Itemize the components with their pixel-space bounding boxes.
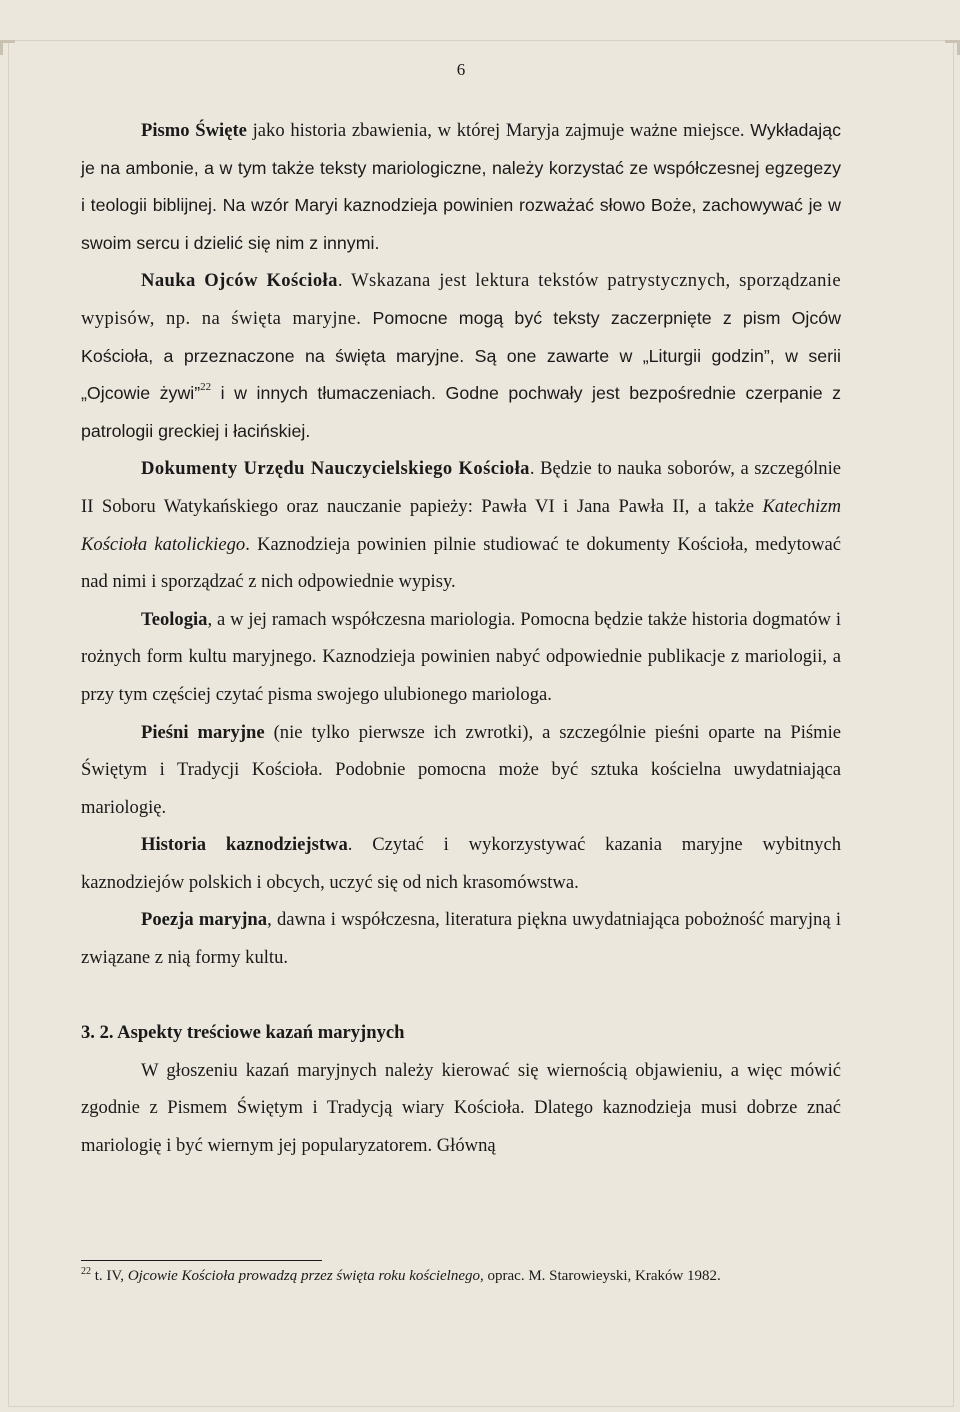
- term-poezja: Poezja maryjna: [141, 909, 268, 931]
- paragraph-teologia: Teologia, a w jej ramach współczesna mariologia. Pomocna będzie także historia dogmatów i rożnych form kultu maryjnego. Kaznodzieja powinien nabyć odpowiednie publikacje z mariologii, a przy tym częściej czytać pisma swojego ulubionego mariologa.: [81, 608, 841, 705]
- term-pismo: Pismo Święte: [141, 120, 247, 141]
- section-heading: 3. 2. Aspekty treściowe kazań maryjnych: [81, 1022, 405, 1044]
- corner-mark-left: [0, 40, 15, 55]
- footnote-title: Ojcowie Kościoła prowadzą przez święta roku kościelnego: [127, 1268, 481, 1284]
- paragraph-poezja: Poezja maryjna, dawna i współczesna, literatura piękna uwydatniająca pobożność maryjną i związane z nią formy kultu.: [81, 909, 841, 969]
- footnote-number: 22: [81, 1266, 91, 1277]
- paragraph-dokumenty: Dokumenty Urzędu Nauczycielskiego Kościoła. Będzie to nauka soborów, a szczególnie II Soboru Watykańskiego oraz nauczanie papieży: Pawła VI i Jana Pawła II, a także Katechizm Kościoła katolickiego. Kaznodzieja powinien pilnie studiować te dokumenty Kościoła, medytować nad nimi i sporządzać z nich odpowiednie wypisy.: [81, 458, 842, 593]
- katechizm-title: Katechizm Kościoła katolickiego: [81, 495, 841, 555]
- term-historia: Historia kaznodziejstwa: [141, 834, 348, 856]
- term-teologia: Teologia: [141, 608, 208, 630]
- paragraph-pismo: Pismo Święte jako historia zbawienia, w której Maryja zajmuje ważne miejsce. Wykładając je na ambonie, a w tym także teksty mariologiczne, należy korzystać ze współczesnej egzegezy i teologii biblijnej. Na wzór Maryi kaznodzieja powinien rozważać słowo Boże, zachowywać je w swoim sercu i dzielić się nim z innymi.: [81, 120, 841, 253]
- corner-mark-right: [945, 40, 960, 55]
- document-body: [81, 112, 841, 1165]
- paragraph-piesni: Pieśni maryjne (nie tylko pierwsze ich zwrotki), a szczególnie pieśni oparte na Piśmie Świętym i Tradycji Kościoła. Podobnie pomocna może być sztuka kościelna uwydatniająca mariologię.: [81, 721, 841, 818]
- paragraph-aspekty: W głoszeniu kazań maryjnych należy kierować się wiernością objawieniu, a więc mówić zgodnie z Pismem Świętym i Tradycją wiary Kościoła. Dlatego kaznodzieja musi dobrze znać mariologię i być wiernym jej popularyzatorem. Główną: [81, 1059, 841, 1157]
- footnote-ref[interactable]: 22: [200, 381, 212, 394]
- term-nauka: Nauka Ojców Kościoła: [141, 270, 338, 292]
- footnote: $^{22}$ t. IV, Ojcowie Kościoła prowadzą przez święta roku kościelnego, oprac. M. Starowieyski, Kraków 1982.: [81, 1266, 721, 1284]
- footnote-separator: [81, 1260, 322, 1261]
- paragraph-historia: Historia kaznodziejstwa. Czytać i wykorzystywać kazania maryjne wybitnych kaznodziejów polskich i obcych, uczyć się od nich krasomówstwa.: [81, 834, 841, 893]
- page-number: 6: [456, 60, 466, 79]
- term-piesni: Pieśni maryjne: [141, 721, 265, 743]
- spacer: [81, 977, 841, 1015]
- term-dokumenty: Dokumenty Urzędu Nauczycielskiego Kościoła: [141, 458, 530, 480]
- paragraph-nauka: Nauka Ojców Kościoła. Wskazana jest lektura tekstów patrystycznych, sporządzanie wypisów, np. na święta maryjne. Pomocne mogą być teksty zaczerpnięte z pism Ojców Kościoła, a przeznaczone na święta maryjne. Są one zawarte w „Liturgii godzin”, w serii „Ojcowie żywi”$^{22}$ i w innych tłumaczeniach. Godne pochwały jest bezpośrednie czerpanie z patrologii greckiej i łacińskiej.: [81, 270, 841, 441]
